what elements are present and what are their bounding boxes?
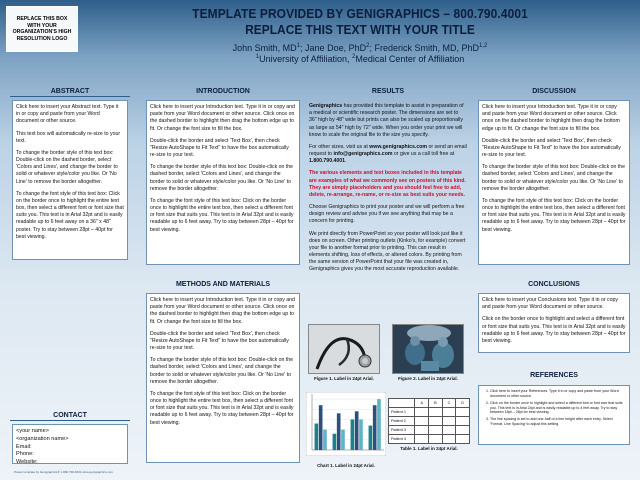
results-paragraph: Choose Genigraphics to print your poster and we will perform a free design review and advise you if we see anything that may be a concern for printing.	[309, 204, 465, 225]
chart-1-caption: Chart 1. Label in 24pt Arial.	[317, 463, 375, 468]
introduction-text-box[interactable]	[146, 100, 300, 265]
results-text: or send an email request to	[309, 143, 467, 158]
table-cell	[415, 417, 429, 426]
contact-phone: Phone:	[16, 451, 34, 458]
table-cell	[429, 426, 443, 435]
chart-bar	[377, 399, 381, 450]
table-row-label: Patient 3	[389, 426, 415, 435]
table-row	[389, 408, 470, 417]
table-cell	[442, 408, 456, 417]
discussion-paragraph: To change the font style of this text box: Click on the border once to highlight the entire text box, then select a different font or font size that suits you. This text is in Arial 32pt and is easily readable up to 6 feet away. Try to stay between 28pt – 40pt for best viewing.	[482, 197, 626, 233]
table-cell	[456, 408, 470, 417]
contact-box[interactable]	[12, 424, 128, 464]
footer-credit: Poster template by Genigraphics® 1.800.790.4001 www.genigraphics.com	[14, 470, 113, 474]
table-row	[389, 435, 470, 444]
results-heading: RESULTS	[371, 88, 405, 95]
methods-paragraph: To change the border style of this text box: Double-click on the dashed border, select 'Colors and Lines', and change the border to solid or whatever style/color you like. Or 'No Line' to remove the border altogether.	[150, 357, 294, 385]
affiliation-name: Medical Center of Affiliation	[355, 54, 465, 64]
methods-heading: METHODS AND MATERIALS	[175, 281, 271, 288]
table-cell	[429, 435, 443, 444]
methods-paragraph: To change the font style of this text box: Click on the border once to highlight the entire text box, then select a different font or font size that suits you. This text is in Arial 32pt and is easily readable up to 6 feet away. Try to stay between 28pt – 40pt for best viewing.	[150, 390, 294, 426]
table-row	[389, 426, 470, 435]
table-cell	[456, 435, 470, 444]
contact-heading: CONTACT	[10, 410, 130, 421]
affiliations-line: $^1$University of Affiliation, $^2$Medical Center of Affiliation	[255, 54, 465, 64]
stethoscope-icon	[309, 325, 380, 374]
abstract-text-box[interactable]	[12, 100, 128, 260]
chart-bar	[333, 434, 337, 450]
chart-bar	[369, 426, 373, 450]
chart-1-plot	[306, 392, 386, 456]
results-text: .	[345, 158, 347, 165]
contact-organization: <organization name>	[16, 435, 69, 442]
table-cell	[415, 408, 429, 417]
abstract-paragraph: To change the border style of this text box: Double-click on the dashed border, select 'Colors and Lines', and change the border to solid or whatever style/color you like. Or 'No Line' to remove the border altogether.	[16, 149, 118, 185]
results-placeholder-note: The various elements and text boxes included in this template are examples of what we commonly see on posters of this kind. They are simply placeholders and you should feel free to add, delete, re-arrange, re-name, or re-size as best suits your needs.	[309, 170, 466, 198]
table-cell	[415, 435, 429, 444]
surgery-photo-icon	[393, 325, 464, 374]
author-name: Frederick Smith, MD, PhD	[374, 43, 479, 53]
website-link[interactable]: www.genigraphics.com	[369, 143, 428, 150]
references-list	[482, 389, 626, 427]
conclusions-text-box[interactable]	[478, 293, 630, 353]
contact-website: Website:	[16, 459, 38, 466]
poster-header	[90, 6, 630, 64]
figure-1	[308, 324, 380, 381]
discussion-heading: DISCUSSION	[532, 88, 576, 95]
conclusions-paragraph: Click on the border once to highlight and select a different font or font size that suits you. This text is in Arial 32pt and is easily readable up to 6 feet away. Try to stay between 28pt – 40pt for best viewing.	[482, 316, 626, 344]
results-text: has provided this template to assist in preparation of a medical or scientific research poster. The dimensions are set to 36" high by 48" wide but prints can also be scaled up proportionally as large as 54" high by 72" wide. When you order your print we will know to scale the original file to the size you specify.	[309, 103, 464, 138]
table-header-cell: B	[429, 399, 443, 408]
figure-1-image	[308, 324, 380, 374]
table-cell	[415, 426, 429, 435]
table-header-cell: D	[456, 399, 470, 408]
results-text: or give us a call toll free at	[392, 151, 455, 158]
conclusions-heading: CONCLUSIONS	[528, 281, 580, 288]
logo-text: REPLACE THIS BOX WITH YOUR ORGANIZATION'S HIGH RESOLUTION LOGO	[12, 16, 72, 42]
reference-item: 2. Click on the border once to highlight and select a different font or font size that suits you. This text is in Arial 24pt and is easily readable up to 4 feet away. Try to stay between 18pt – 28pt for best viewing.	[490, 401, 626, 416]
results-text-box[interactable]	[306, 100, 470, 315]
authors-line: John Smith, $MD^1$; Jane Doe, PhD$^2$; Frederick Smith, MD, PhD$^{1,2}$	[232, 43, 488, 53]
chart-bar	[337, 413, 341, 450]
chart-bar	[323, 430, 327, 450]
author-sup: 1	[296, 43, 301, 49]
table-cell	[429, 408, 443, 417]
results-paragraph	[309, 103, 467, 139]
chart-bar	[319, 405, 323, 450]
references-text-box[interactable]	[478, 385, 630, 445]
affiliation-sup: 2	[351, 54, 356, 60]
conclusions-paragraph: Click here to insert your Conclusions text. Type it in or copy and paste from your Word document or other source.	[482, 297, 618, 311]
table-1	[388, 398, 470, 451]
table-row-label: Patient 4	[389, 435, 415, 444]
abstract-heading: ABSTRACT	[10, 86, 130, 97]
abstract-paragraph: This text box will automatically re-size to your text.	[16, 130, 121, 144]
reference-item: 3. The line spacing is set to add one-half of a line height after each entry. Select 'Format, Line Spacing' to adjust this setting.	[490, 417, 626, 427]
author-name: Jane Doe, PhD	[305, 43, 367, 53]
reference-item: 1. Click here to insert your References. Type it in or copy and paste from your Word document or other source.	[490, 389, 626, 399]
figure-2-image	[392, 324, 464, 374]
figure-1-caption: Figure 1. Label in 24pt Arial.	[314, 376, 374, 381]
discussion-paragraph: Click here to insert your Introduction text. Type it in or copy and paste from your Word document or other source. Click once on the dashed border to highlight then drag the bottom edge up to fit. Or change the font size to fill the box.	[482, 104, 620, 132]
introduction-heading: INTRODUCTION	[196, 88, 250, 95]
table-header-cell: C	[442, 399, 456, 408]
figure-2-caption: Figure 2. Label in 24pt Arial.	[398, 376, 458, 381]
abstract-paragraph: To change the font style of this text box: Click on the border once to highlight the entire text box, then select a different font or font size that suits you. This text is in Arial 32pt and is easily readable up to 6 feet away on a 36" x 48" poster. Try to stay between 28pt – 40pt for best viewing.	[16, 190, 124, 240]
poster-title-line2: REPLACE THIS TEXT WITH YOUR TITLE	[245, 22, 475, 37]
table-header-cell	[389, 399, 415, 408]
table-cell	[442, 435, 456, 444]
table-1-caption: Table 1. Label in 24pt Arial.	[400, 446, 458, 451]
table-row-label: Patient 2	[389, 417, 415, 426]
table-header-cell: A	[415, 399, 429, 408]
contact-name: <your name>	[16, 428, 49, 434]
table-row	[389, 417, 470, 426]
table-cell	[442, 417, 456, 426]
methods-text-box[interactable]	[146, 293, 300, 463]
logo-placeholder	[6, 6, 78, 52]
introduction-paragraph: Double-click the border and select 'Text Box', then check "Resize AutoShape to Fit Text" to have the box automatically re-size to your text.	[150, 137, 289, 159]
data-table	[388, 398, 470, 444]
table-header-row	[389, 399, 470, 408]
figure-2	[392, 324, 464, 381]
poster-title-line1: TEMPLATE PROVIDED BY GENIGRAPHICS – 800.790.4001	[192, 6, 528, 21]
table-cell	[456, 426, 470, 435]
results-text: For other sizes, visit us at	[309, 143, 370, 150]
table-cell	[456, 417, 470, 426]
discussion-paragraph: Double-click the border and select 'Text Box', then check "Resize AutoShape to Fit Text" to have the box automatically re-size to your text.	[482, 137, 621, 159]
contact-email: Email:	[16, 443, 32, 450]
methods-paragraph: Click here to insert your Introduction text. Type it in or copy and paste from your Word document or other source. Click once on the dashed border to highlight then drag the bottom edge up to fit. Or change the font size to fill the box.	[150, 297, 295, 325]
genigraphics-brand: Genigraphics	[309, 103, 343, 109]
references-heading: REFERENCES	[530, 372, 578, 379]
abstract-paragraph: Click here to insert your Abstract text. Type it in or copy and paste from your Word document or other source.	[16, 104, 119, 125]
chart-bar	[373, 405, 377, 450]
email-link[interactable]: info@genigraphics.com	[333, 151, 393, 158]
chart-bar	[315, 424, 319, 450]
chart-bar	[351, 419, 355, 450]
chart-1	[306, 392, 386, 468]
discussion-text-box[interactable]	[478, 100, 630, 265]
chart-bar	[359, 419, 363, 450]
results-paragraph	[309, 144, 467, 166]
phone-number: 1.800.790.4001	[309, 158, 346, 165]
results-paragraph: We print directly from PowerPoint so your poster will look just like it does on screen. Other printing outlets (Kinko's, for example) convert your file to another format prior to printing. This can result in elements shifting, loss of effects, or altered colors. By printing from the same version of PowerPoint that your file was created in, Genigraphics gives you the most accurate reproduction available.	[309, 230, 466, 273]
introduction-paragraph: To change the font style of this text box: Click on the border once to highlight the entire text box, then select a different font or font size that suits you. This text is in Arial 32pt and is easily readable up to 6 feet away. Try to stay between 28pt – 40pt for best viewing.	[150, 197, 294, 233]
chart-bar	[355, 411, 359, 450]
table-row-label: Patient 1	[389, 408, 415, 417]
affiliation-name: University of Affiliation	[259, 54, 347, 64]
discussion-paragraph: To change the border style of this text box: Double-click on the dashed border, select 'Colors and Lines', and change the border to solid or whatever style/color you like. Or 'No Line' to remove the border altogether.	[482, 164, 626, 192]
introduction-paragraph: To change the border style of this text box: Double-click on the dashed border, select 'Colors and Lines', and change the border to solid or whatever style/color you like. Or 'No Line' to remove the border altogether.	[150, 164, 294, 192]
table-cell	[429, 417, 443, 426]
author-sup: 2	[366, 43, 370, 49]
introduction-paragraph: Click here to insert your Introduction text. Type it in or copy and paste from your Word document or other source. Click once on the dashed border to highlight then drag the bottom edge up to fit. Or change the font size to fill the box.	[150, 104, 295, 132]
table-cell	[442, 426, 456, 435]
methods-paragraph: Double-click the border and select 'Text Box', then check "Resize AutoShape to Fit Text" to have the box automatically re-size to your text.	[150, 330, 289, 352]
chart-bar	[341, 430, 345, 450]
affiliation-sup: 1	[255, 54, 260, 60]
author-name: John Smith, MD	[232, 43, 297, 53]
author-sup: 1,2	[478, 43, 488, 49]
